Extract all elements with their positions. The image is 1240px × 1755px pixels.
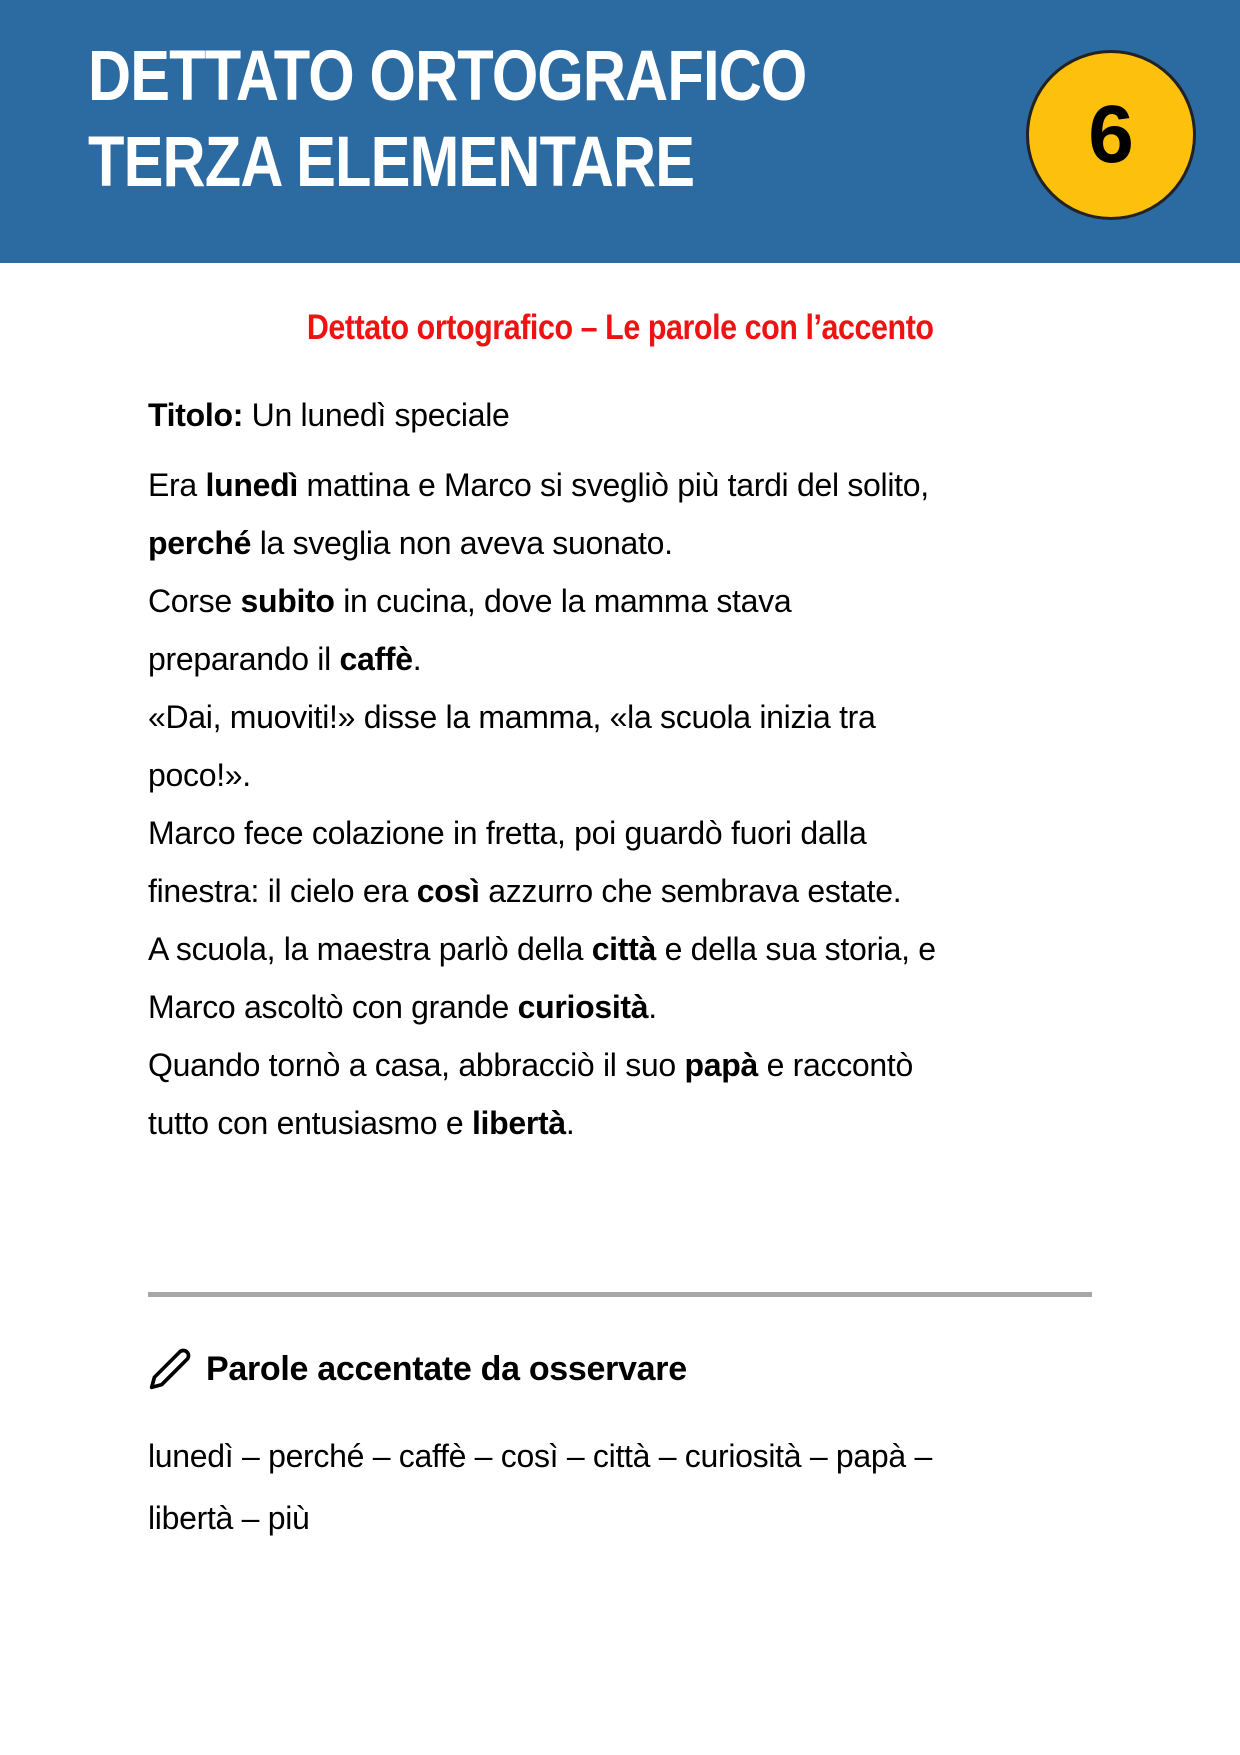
story-line: Quando tornò a casa, abbracciò il suo papà e raccontò [148, 1047, 914, 1083]
header-banner [0, 0, 1240, 263]
pencil-icon [148, 1347, 192, 1391]
story-line: A scuola, la maestra parlò della città e della sua storia, e [148, 931, 936, 967]
story-title-line: Titolo: Un lunedì speciale [148, 397, 510, 433]
story-line: «Dai, muoviti!» disse la mamma, «la scuola inizia tra [148, 699, 876, 735]
section-heading-text: Dettato ortografico – Le parole con l’accento [306, 308, 934, 347]
section-heading [148, 307, 1092, 356]
story [148, 456, 1092, 1152]
story-line: Marco fece colazione in fretta, poi guardò fuori dalla [148, 815, 867, 851]
banner-title [88, 34, 1056, 206]
story-line: Marco ascoltò con grande curiosità. [148, 989, 657, 1025]
accented-word-list [148, 1425, 1092, 1549]
story-line: Era lunedì mattina e Marco si svegliò più tardi del solito, [148, 467, 929, 503]
word-list-line: libertà – più [148, 1500, 310, 1536]
word-list-line: lunedì – perché – caffè – così – città – curiosità – papà – [148, 1438, 933, 1474]
lesson-number: 6 [1088, 89, 1134, 180]
section-divider [148, 1292, 1092, 1297]
story-line: perché la sveglia non aveva suonato. [148, 525, 673, 561]
banner-title-line2: TERZA ELEMENTARE [88, 123, 695, 202]
lesson-number-badge [1026, 50, 1196, 220]
accented-words-heading [148, 1345, 1092, 1393]
story-line: tutto con entusiasmo e libertà. [148, 1105, 575, 1141]
story-line: poco!». [148, 757, 251, 793]
story-line: finestra: il cielo era così azzurro che sembrava estate. [148, 873, 902, 909]
accented-words-heading-label: Parole accentate da osservare [206, 1350, 687, 1388]
story-line: preparando il caffè. [148, 641, 422, 677]
banner-title-line1: DETTATO ORTOGRAFICO [88, 37, 807, 116]
story-line: Corse subito in cucina, dove la mamma stava [148, 583, 792, 619]
worksheet-content [0, 307, 1240, 1549]
